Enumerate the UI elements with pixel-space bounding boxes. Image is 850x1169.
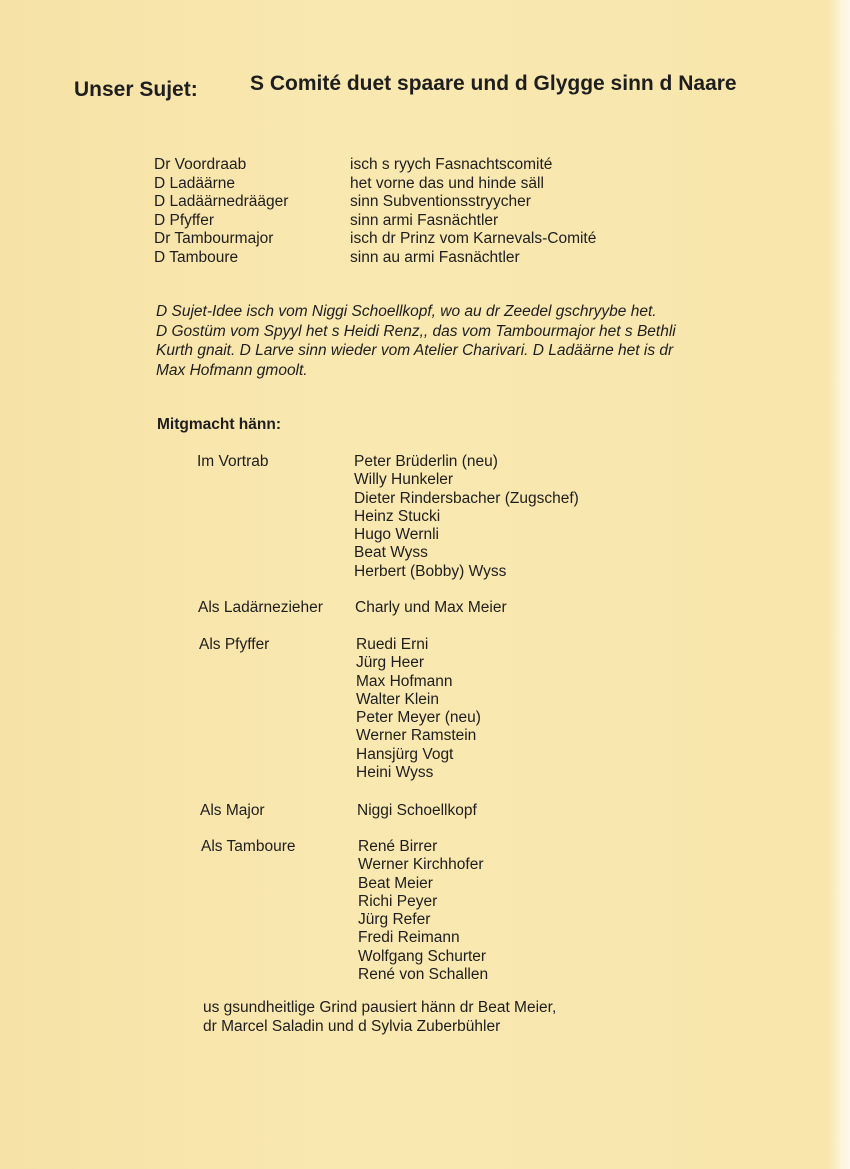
- participant-group-tamboure: [201, 838, 488, 984]
- role-row: [154, 249, 596, 268]
- role-description: isch dr Prinz vom Karnevals-Comité: [350, 230, 597, 248]
- group-names: [354, 453, 579, 581]
- role-name: D Tamboure: [154, 248, 239, 266]
- group-names: [356, 636, 481, 782]
- participant-name: Werner Ramstein: [356, 727, 477, 745]
- group-label: Als Major: [200, 802, 265, 819]
- participant-name: Werner Kirchhofer: [358, 856, 484, 874]
- participant-group-major: [200, 802, 477, 820]
- participant-name: Niggi Schoellkopf: [357, 802, 477, 819]
- role-description: isch s ryych Fasnachtscomité: [350, 156, 553, 173]
- participant-name: Jürg Refer: [358, 911, 431, 929]
- participant-group-vortrab: [197, 453, 579, 581]
- participant-name: Beat Meier: [358, 874, 433, 892]
- note-line: Kurth gnait. D Larve sinn wieder vom Atelier Charivari. D Ladäärne het is dr: [156, 342, 674, 360]
- participants-heading: Mitgmacht hänn:: [157, 416, 281, 433]
- roles-list: [154, 156, 596, 268]
- participant-name: Charly und Max Meier: [355, 599, 507, 616]
- role-name: D Ladäärne: [154, 174, 236, 192]
- group-label: Im Vortrab: [197, 453, 269, 470]
- participant-name: Ruedi Erni: [356, 636, 429, 653]
- role-row: [154, 193, 596, 212]
- note-line: Max Hofmann gmoolt.: [156, 361, 308, 379]
- participant-name: Heini Wyss: [356, 764, 434, 782]
- role-description: sinn armi Fasnächtler: [350, 211, 499, 229]
- participant-name: Hansjürg Vogt: [356, 745, 454, 763]
- participant-name: Heinz Stucki: [354, 507, 441, 525]
- participant-name: Willy Hunkeler: [354, 471, 454, 489]
- role-row: [154, 212, 596, 231]
- absence-note: [203, 998, 556, 1036]
- role-name: Dr Voordraab: [154, 156, 247, 173]
- sujet-note: [156, 302, 756, 380]
- sujet-label: Unser Sujet:: [74, 78, 198, 101]
- participant-group-pfyffer: [199, 636, 481, 782]
- role-name: Dr Tambourmajor: [154, 230, 274, 248]
- group-names: [357, 802, 477, 820]
- participant-name: Walter Klein: [356, 690, 439, 708]
- note-line: D Gostüm vom Spyyl het s Heidi Renz,, das vom Tambourmajor het s Bethli: [156, 322, 676, 340]
- group-label: Als Tamboure: [201, 838, 296, 855]
- role-row: [154, 156, 596, 175]
- sujet-title: S Comité duet spaare und d Glygge sinn d Naare: [250, 72, 737, 95]
- participant-name: René Birrer: [358, 838, 438, 855]
- group-label: Als Ladärnezieher: [198, 599, 323, 616]
- participant-group-ladaernezieher: [198, 599, 507, 617]
- footer-line: dr Marcel Saladin und d Sylvia Zuberbühler: [203, 1018, 501, 1035]
- participant-name: Max Hofmann: [356, 672, 453, 690]
- participant-name: Hugo Wernli: [354, 526, 440, 544]
- participant-name: Jürg Heer: [356, 654, 425, 672]
- participant-name: Beat Wyss: [354, 544, 428, 562]
- participant-name: René von Schallen: [358, 966, 489, 984]
- note-line: D Sujet-Idee isch vom Niggi Schoellkopf, wo au dr Zeedel gschryybe het.: [156, 303, 657, 320]
- participant-name: Fredi Reimann: [358, 929, 460, 947]
- role-row: [154, 175, 596, 194]
- role-name: D Pfyffer: [154, 211, 215, 229]
- participant-name: Peter Brüderlin (neu): [354, 453, 498, 470]
- participant-name: Herbert (Bobby) Wyss: [354, 562, 507, 580]
- group-names: [358, 838, 488, 984]
- participant-name: Richi Peyer: [358, 892, 438, 910]
- participant-name: Peter Meyer (neu): [356, 709, 481, 727]
- role-description: het vorne das und hinde säll: [350, 174, 544, 192]
- role-row: [154, 230, 596, 249]
- participant-name: Wolfgang Schurter: [358, 947, 487, 965]
- role-description: sinn Subventionsstryycher: [350, 193, 531, 211]
- role-description: sinn au armi Fasnächtler: [350, 248, 520, 266]
- paper-edge: [828, 0, 850, 1169]
- group-label: Als Pfyffer: [199, 636, 270, 653]
- role-name: D Ladäärnedrääger: [154, 193, 289, 211]
- group-names: [355, 599, 507, 617]
- footer-line: us gsundheitlige Grind pausiert hänn dr Beat Meier,: [203, 999, 557, 1016]
- participant-name: Dieter Rindersbacher (Zugschef): [354, 489, 579, 507]
